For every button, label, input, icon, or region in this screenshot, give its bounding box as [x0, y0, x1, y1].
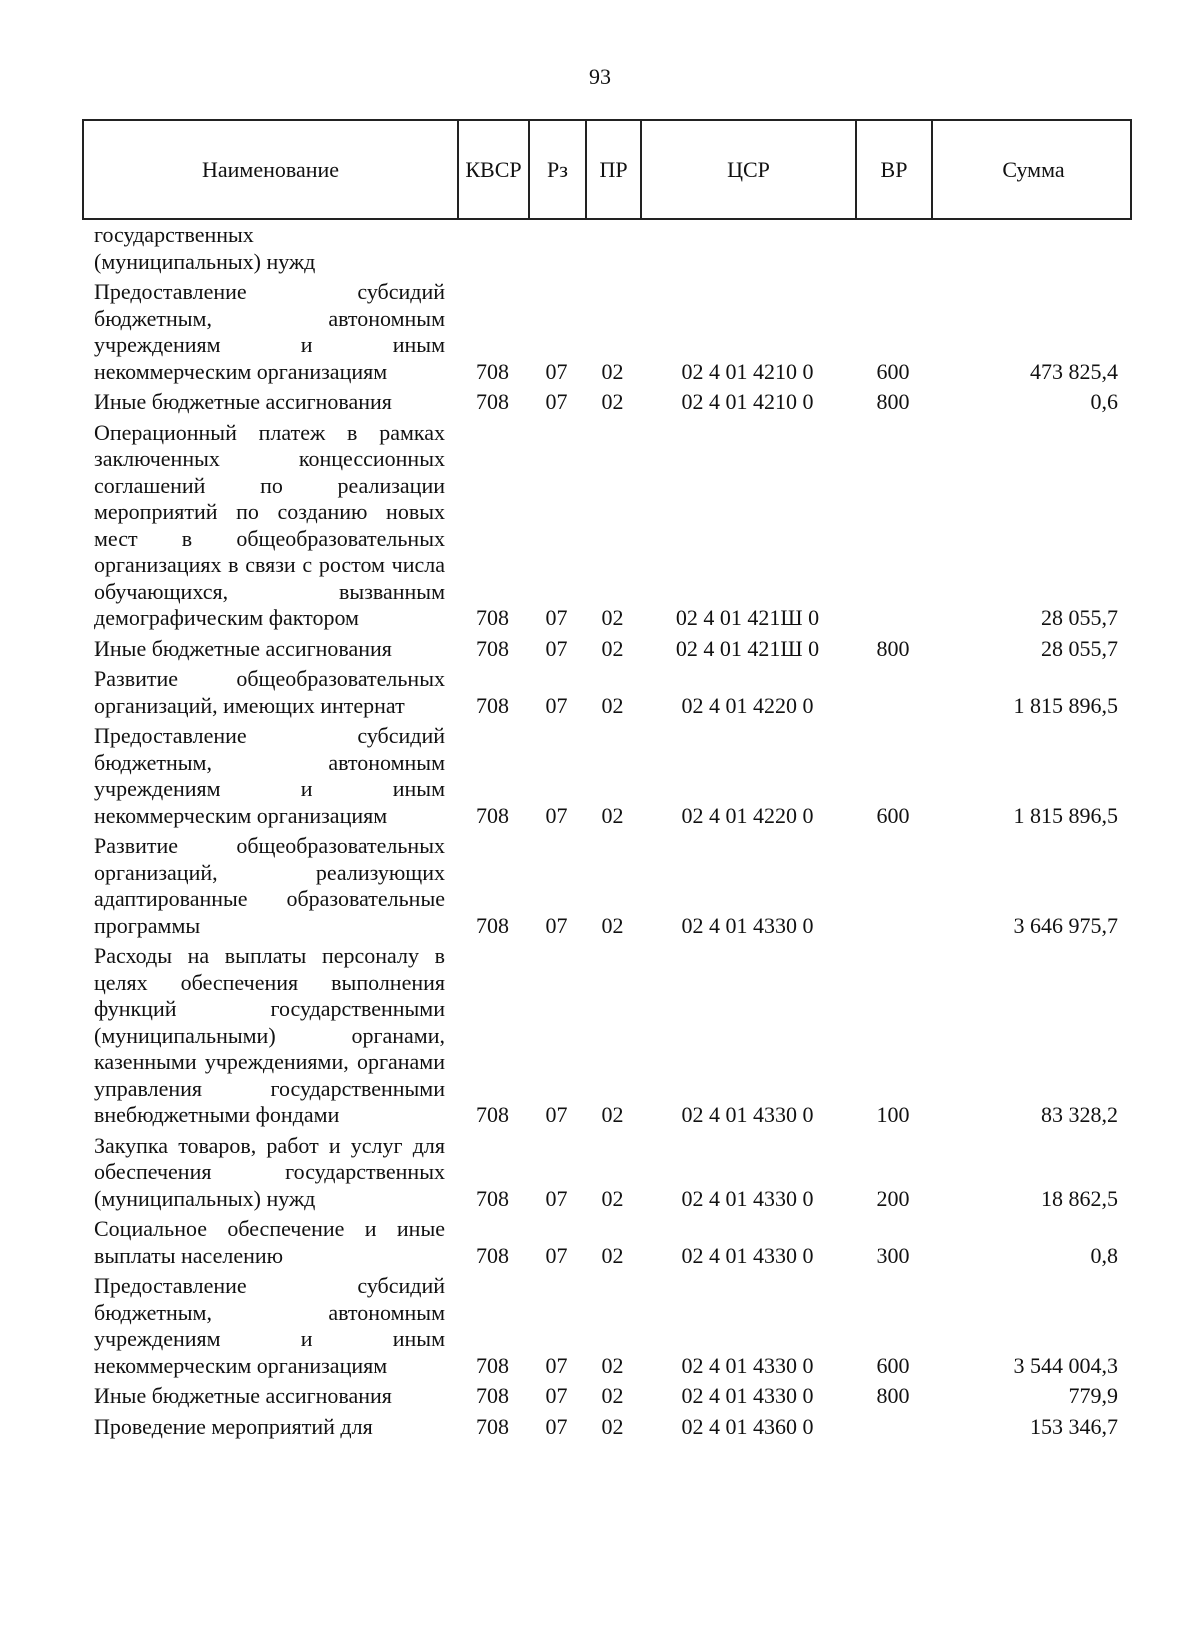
row-csr: 02 4 01 4210 0 [681, 389, 814, 414]
row-vr: 600 [876, 1352, 910, 1378]
row-csr: 02 4 01 4330 0 [681, 1383, 814, 1408]
row-pr: 02 [601, 1102, 624, 1127]
table-row [82, 279, 1132, 385]
row-sum: 0,8 [1090, 1242, 1118, 1268]
row-name: Иные бюджетные ассигнования [94, 389, 392, 414]
row-name: Социальное обеспечение и иные выплаты населению [94, 1216, 445, 1268]
row-pr: 02 [601, 1242, 624, 1268]
table-row [82, 723, 1132, 829]
table-row [82, 833, 1132, 939]
table-row [82, 222, 1132, 275]
row-rz: 07 [545, 1242, 568, 1268]
row-kvsr: 708 [476, 1185, 509, 1211]
row-kvsr: 708 [476, 912, 509, 938]
header-name: Наименование [84, 121, 459, 218]
row-csr: 02 4 01 4330 0 [681, 1242, 814, 1268]
row-sum: 0,6 [1090, 389, 1118, 414]
row-csr: 02 4 01 4330 0 [681, 1185, 814, 1211]
row-rz: 07 [545, 635, 568, 661]
row-sum: 153 346,7 [1030, 1413, 1118, 1439]
row-vr: 200 [876, 1185, 910, 1211]
row-rz: 07 [545, 692, 568, 718]
header-pr: ПР [587, 121, 642, 218]
row-rz: 07 [545, 389, 568, 414]
row-kvsr: 708 [476, 1102, 509, 1127]
row-vr: 100 [876, 1102, 910, 1127]
row-csr: 02 4 01 4330 0 [681, 1352, 814, 1378]
table-row [82, 666, 1132, 719]
row-kvsr: 708 [476, 389, 509, 414]
row-csr: 02 4 01 421Ш 0 [675, 605, 820, 630]
row-kvsr: 708 [476, 692, 509, 718]
table-row [82, 943, 1132, 1129]
row-pr: 02 [601, 802, 624, 828]
row-vr: 600 [876, 802, 910, 828]
row-pr: 02 [601, 635, 624, 661]
row-kvsr: 708 [476, 1413, 509, 1439]
row-name: Предоставление субсидий бюджетным, автономным учреждениям и иным некоммерческим организациям [94, 279, 445, 384]
row-sum: 779,9 [1068, 1383, 1118, 1408]
table-row [82, 1216, 1132, 1269]
row-csr: 02 4 01 421Ш 0 [675, 635, 820, 661]
row-csr: 02 4 01 4210 0 [681, 358, 814, 384]
page-number: 93 [589, 64, 611, 89]
row-sum: 1 815 896,5 [1013, 692, 1118, 718]
row-csr: 02 4 01 4330 0 [681, 1102, 814, 1127]
header-csr: ЦСР [642, 121, 857, 218]
row-name: Операционный платеж в рамках заключенных концессионных соглашений по реализации мероприятий по созданию новых мест в общеобразовательных организациях в связи с ростом числа обучающихся, вызванным демографическим фактором [94, 419, 445, 630]
row-csr: 02 4 01 4220 0 [681, 692, 814, 718]
row-kvsr: 708 [476, 1242, 509, 1268]
row-pr: 02 [601, 605, 624, 630]
row-kvsr: 708 [476, 358, 509, 384]
header-rz: Рз [530, 121, 587, 218]
row-name: Расходы на выплаты персоналу в целях обеспечения выполнения функций государственными (муниципальными) органами, казенными учреждениями, органами управления государственными внебюджетными фондами [94, 943, 445, 1127]
row-kvsr: 708 [476, 635, 509, 661]
row-sum: 28 055,7 [1041, 635, 1118, 661]
header-sum: Сумма [1002, 156, 1065, 182]
header-kvsr: КВСР [459, 121, 530, 218]
row-kvsr: 708 [476, 802, 509, 828]
row-pr: 02 [601, 389, 624, 414]
row-sum: 1 815 896,5 [1013, 802, 1118, 828]
row-rz: 07 [545, 1102, 568, 1127]
row-pr: 02 [601, 358, 624, 384]
row-vr: 800 [876, 635, 910, 661]
row-kvsr: 708 [476, 1352, 509, 1378]
table-body [82, 222, 1132, 1444]
row-pr: 02 [601, 1185, 624, 1211]
row-vr: 800 [876, 1383, 910, 1408]
row-rz: 07 [545, 802, 568, 828]
row-vr: 600 [876, 358, 910, 384]
row-name: Иные бюджетные ассигнования [94, 635, 392, 661]
table-row [82, 1273, 1132, 1379]
row-sum: 3 544 004,3 [1013, 1352, 1118, 1378]
table-row [82, 389, 1132, 416]
row-pr: 02 [601, 1352, 624, 1378]
row-sum: 3 646 975,7 [1013, 912, 1118, 938]
table-row [82, 636, 1132, 663]
row-sum: 473 825,4 [1030, 358, 1118, 384]
row-rz: 07 [545, 1413, 568, 1439]
row-pr: 02 [601, 1413, 624, 1439]
table-row [82, 1133, 1132, 1213]
row-rz: 07 [545, 358, 568, 384]
row-csr: 02 4 01 4330 0 [681, 912, 814, 938]
row-pr: 02 [601, 912, 624, 938]
row-vr: 300 [876, 1242, 910, 1268]
row-rz: 07 [545, 912, 568, 938]
row-csr: 02 4 01 4360 0 [681, 1413, 814, 1439]
row-sum: 28 055,7 [1041, 605, 1118, 630]
row-pr: 02 [601, 1383, 624, 1408]
row-vr: 800 [876, 389, 910, 414]
row-name: Закупка товаров, работ и услуг для обеспечения государственных (муниципальных) нужд [94, 1132, 445, 1211]
header-vr: ВР [857, 121, 933, 218]
row-name: Развитие общеобразовательных организаций, имеющих интернат [94, 666, 445, 718]
row-rz: 07 [545, 1352, 568, 1378]
table-row [82, 1383, 1132, 1410]
row-pr: 02 [601, 692, 624, 718]
table-header [82, 119, 1132, 220]
row-kvsr: 708 [476, 1383, 509, 1408]
table-row [82, 1414, 1132, 1441]
row-sum: 18 862,5 [1041, 1185, 1118, 1211]
row-rz: 07 [545, 1383, 568, 1408]
row-name: Развитие общеобразовательных организаций, реализующих адаптированные образовательные программы [94, 833, 445, 938]
row-rz: 07 [545, 1185, 568, 1211]
row-name: Предоставление субсидий бюджетным, автономным учреждениям и иным некоммерческим организациям [94, 723, 445, 828]
row-name: Проведение мероприятий для [94, 1413, 373, 1439]
row-name: Иные бюджетные ассигнования [94, 1383, 392, 1408]
table-row [82, 420, 1132, 632]
row-name: государственных (муниципальных) нужд [94, 222, 316, 274]
row-sum: 83 328,2 [1041, 1102, 1118, 1127]
row-name: Предоставление субсидий бюджетным, автономным учреждениям и иным некоммерческим организациям [94, 1273, 445, 1378]
row-rz: 07 [545, 605, 568, 630]
row-kvsr: 708 [476, 605, 509, 630]
row-csr: 02 4 01 4220 0 [681, 802, 814, 828]
